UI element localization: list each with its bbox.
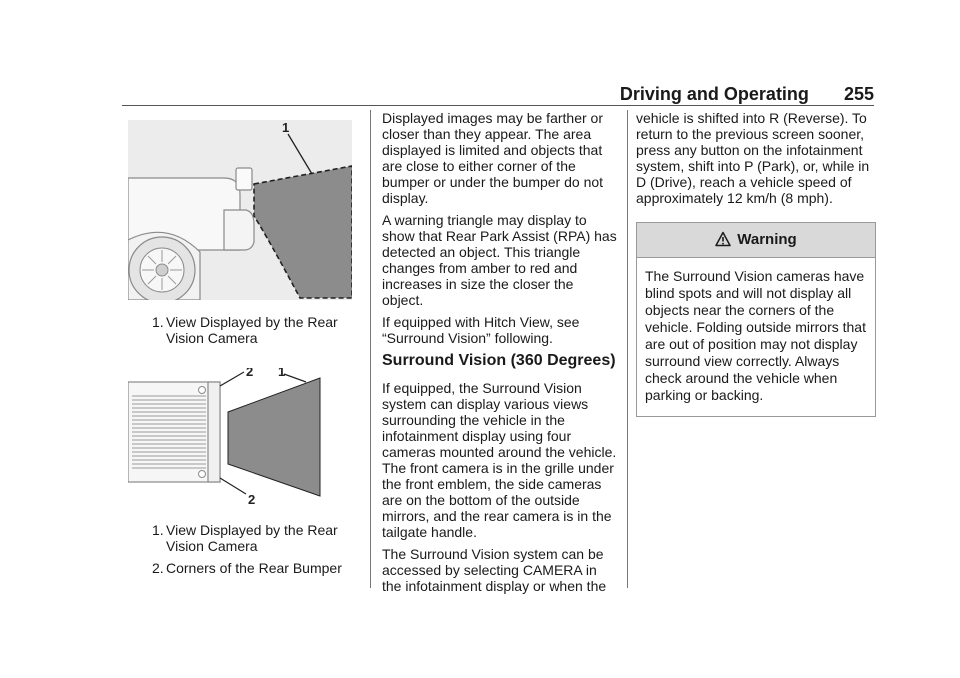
caption-number: 1. (152, 314, 164, 330)
figure-callout: 1 (278, 368, 286, 379)
paragraph: A warning triangle may display to show that Rear Park Assist (RPA) has detected an object. This triangle changes from amber to red and increases in size the closer the object. (382, 212, 617, 308)
caption-text: View Displayed by the Rear Vision Camera (166, 314, 338, 346)
rear-camera-side-view-figure (128, 120, 352, 300)
figure-caption (128, 560, 360, 576)
rear-camera-top-view-figure (128, 368, 352, 508)
section-title: Driving and Operating (619, 84, 809, 104)
paragraph: The Surround Vision system can be accessed by selecting CAMERA in the infotainment display or when the (382, 546, 607, 594)
section-heading: Surround Vision (360 Degrees) (382, 352, 616, 369)
column-divider (627, 110, 628, 588)
caption-text: Corners of the Rear Bumper (166, 560, 342, 576)
column-1 (128, 120, 360, 576)
warning-icon (715, 231, 731, 247)
figure-callout: 2 (248, 492, 256, 507)
page-header (620, 84, 874, 105)
column-2 (382, 110, 618, 600)
figure-callout: 2 (246, 368, 254, 379)
figure-callout: 1 (282, 120, 290, 135)
figure-caption (128, 314, 360, 346)
figure-caption (128, 522, 360, 554)
warning-text: The Surround Vision cameras have blind spots and will not display all objects near the corners of the vehicle. Folding outside mirrors that are out of position may not display surround view correctly. Always check around the vehicle when parking or backing. (645, 268, 866, 403)
warning-box (636, 222, 876, 417)
page-number: 255 (843, 84, 874, 104)
column-divider (370, 110, 371, 588)
caption-number: 1. (152, 522, 164, 538)
paragraph: vehicle is shifted into R (Reverse). To return to the previous screen sooner, press any button on the infotainment system, shift into P (Park), or, while in D (Drive), reach a vehicle speed of approximately 12 km/h (8 mph). (636, 110, 870, 206)
caption-number: 2. (152, 560, 164, 576)
header-rule (122, 105, 874, 106)
paragraph: If equipped, the Surround Vision system can display various views surrounding the vehicle in the infotainment display using four cameras mounted around the vehicle. The front camera is in the grille under the front emblem, the side cameras are on the bottom of the outside mirrors, and the rear camera is in the tailgate handle. (382, 380, 617, 540)
column-3 (636, 110, 876, 417)
warning-title: Warning (737, 231, 797, 248)
paragraph: Displayed images may be farther or closer than they appear. The area displayed is limited and objects that are close to either corner of the bumper or under the bumper do not display. (382, 110, 604, 206)
paragraph: If equipped with Hitch View, see “Surround Vision” following. (382, 314, 580, 346)
warning-header (637, 223, 875, 258)
caption-text: View Displayed by the Rear Vision Camera (166, 522, 338, 554)
